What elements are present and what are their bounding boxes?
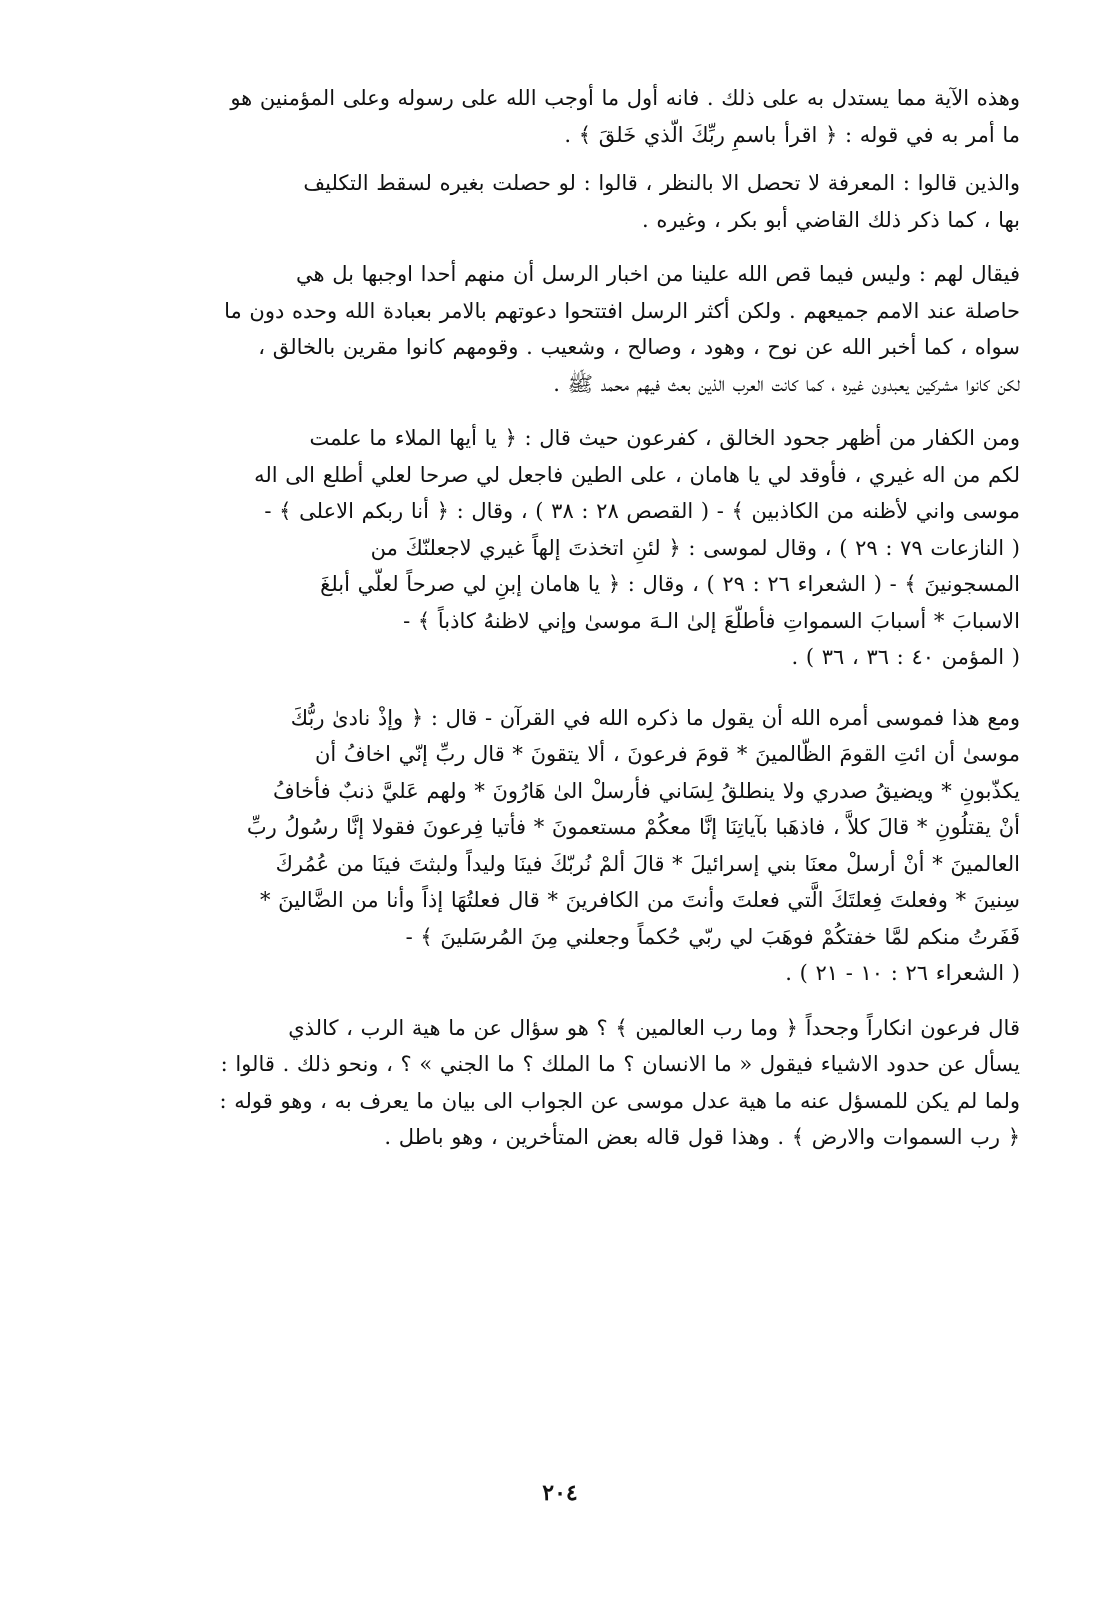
- line: أنْ يقتلُونِ * قالَ كلاَّ ، فاذهَبا بآياتِنَا إنَّا معكُمْ مستعمونَ * فأتيا فِرعونَ فقولا إنَّا رسُولُ ربِّ: [246, 815, 1020, 839]
- line: يسأل عن حدود الاشياء فيقول « ما الانسان ؟ ما الملك ؟ ما الجني » ؟ ، ونحو ذلك . قالوا :: [220, 1052, 1020, 1076]
- line: بها ، كما ذكر ذلك القاضي أبو بكر ، وغيره .: [641, 207, 1020, 232]
- paragraph-3: [75, 256, 1020, 402]
- page-number: ٢٠٤: [542, 1480, 578, 1506]
- line: وهذه الآية مما يستدل به على ذلك . فانه أول ما أوجب الله على رسوله وعلى المؤمنين هو: [230, 86, 1020, 110]
- line: موسى واني لأظنه من الكاذبين ﴾ - ( القصص ٢٨ : ٣٨ ) ، وقال : ﴿ أنا ربكم الاعلى ﴾ -: [264, 499, 1020, 523]
- line: فَفَرتُ منكم لمَّا خفتكُمْ فوهَبَ لي ربّي حُكماً وجعلني مِنَ المُرسَلينَ ﴾ -: [405, 924, 1020, 949]
- line: المسجونينَ ﴾ - ( الشعراء ٢٦ : ٢٩ ) ، وقال : ﴿ يا هامان إبنِ لي صرحاً لعلّي أبلغَ: [320, 572, 1020, 596]
- line: سِنينَ * وفعلتَ فِعلتَكَ الَّتي فعلتَ وأنتَ من الكافرينَ * قال فعلتُهَا إذاً وأنا من الضَّالينَ *: [259, 888, 1020, 912]
- line: ( الشعراء ٢٦ : ١٠ - ٢١ ) .: [785, 961, 1020, 985]
- line: ( النازعات ٧٩ : ٢٩ ) ، وقال لموسى : ﴿ لئنِ اتخذتَ إلهاً غيري لاجعلنّكَ من: [370, 535, 1020, 560]
- line: فيقال لهم : وليس فيما قص الله علينا من اخبار الرسل أن منهم أحدا اوجبها بل هي: [295, 262, 1020, 286]
- line: ﴿ رب السموات والارض ﴾ . وهذا قول قاله بعض المتأخرين ، وهو باطل .: [384, 1125, 1020, 1149]
- paragraph-4: [75, 420, 1020, 676]
- line: ما أمر به في قوله : ﴿ اقرأ باسمِ ربِّكَ الّذي خَلقَ ﴾ .: [564, 122, 1020, 147]
- line: ومع هذا فموسى أمره الله أن يقول ما ذكره الله في القرآن - قال : ﴿ وإذْ نادىٰ ربُّكَ: [290, 705, 1020, 730]
- line: قال فرعون انكاراً وجحداً ﴿ وما رب العالمين ﴾ ؟ هو سؤال عن ما هية الرب ، كالذي: [288, 1015, 1020, 1040]
- body-text: [75, 80, 1020, 1156]
- line: سواه ، كما أخبر الله عن نوح ، وهود ، وصالح ، وشعيب . وقومهم كانوا مقرين بالخالق ،: [258, 335, 1020, 359]
- paragraph-6: [75, 1010, 1020, 1156]
- line: الاسبابَ * أسبابَ السمواتِ فأطلّعَ إلىٰ الـهَ موسىٰ وإني لاظنهُ كاذباً ﴾ -: [403, 608, 1020, 633]
- line: ومن الكفار من أظهر جحود الخالق ، كفرعون حيث قال : ﴿ يا أيها الملاء ما علمت: [309, 426, 1020, 450]
- line: يكذّبونِ * ويضيقُ صدري ولا ينطلقُ لِسَاني فأرسلْ الىٰ هَارُونَ * ولهم عَليَّ ذنبٌ فأخافُ: [273, 778, 1020, 803]
- line: ( المؤمن ٤٠ : ٣٦ ، ٣٦ ) .: [791, 645, 1020, 669]
- line: لكن كانوا مشركين يعبدون غيره ، كما كانت العرب الذين بعث فيهم محمد ﷺ .: [553, 371, 1020, 396]
- line: حاصلة عند الامم جميعهم . ولكن أكثر الرسل افتتحوا دعوتهم بالامر بعبادة الله وحده دون ما: [224, 298, 1020, 323]
- line: موسىٰ أن ائتِ القومَ الظّالمينَ * قومَ فرعونَ ، ألا يتقونَ * قال ربِّ إنّي اخافُ أن: [315, 742, 1020, 766]
- line: ولما لم يكن للمسؤل عنه ما هية عدل موسى عن الجواب الى بيان ما يعرف به ، وهو قوله :: [219, 1088, 1020, 1113]
- paragraph-2: [75, 165, 1020, 238]
- paragraph-1: [75, 80, 1020, 153]
- line: العالمينَ * أنْ أرسلْ معنَا بني إسرائيلَ * قالَ ألمْ نُربّكَ فينَا وليداً ولبثتَ فينَا من عُمُركَ: [275, 851, 1020, 876]
- line: والذين قالوا : المعرفة لا تحصل الا بالنظر ، قالوا : لو حصلت بغيره لسقط التكليف: [303, 171, 1020, 195]
- paragraph-5: [75, 700, 1020, 992]
- line: لكم من اله غيري ، فأوقد لي يا هامان ، على الطين فاجعل لي صرحا لعلي أطلع الى اله: [254, 462, 1020, 487]
